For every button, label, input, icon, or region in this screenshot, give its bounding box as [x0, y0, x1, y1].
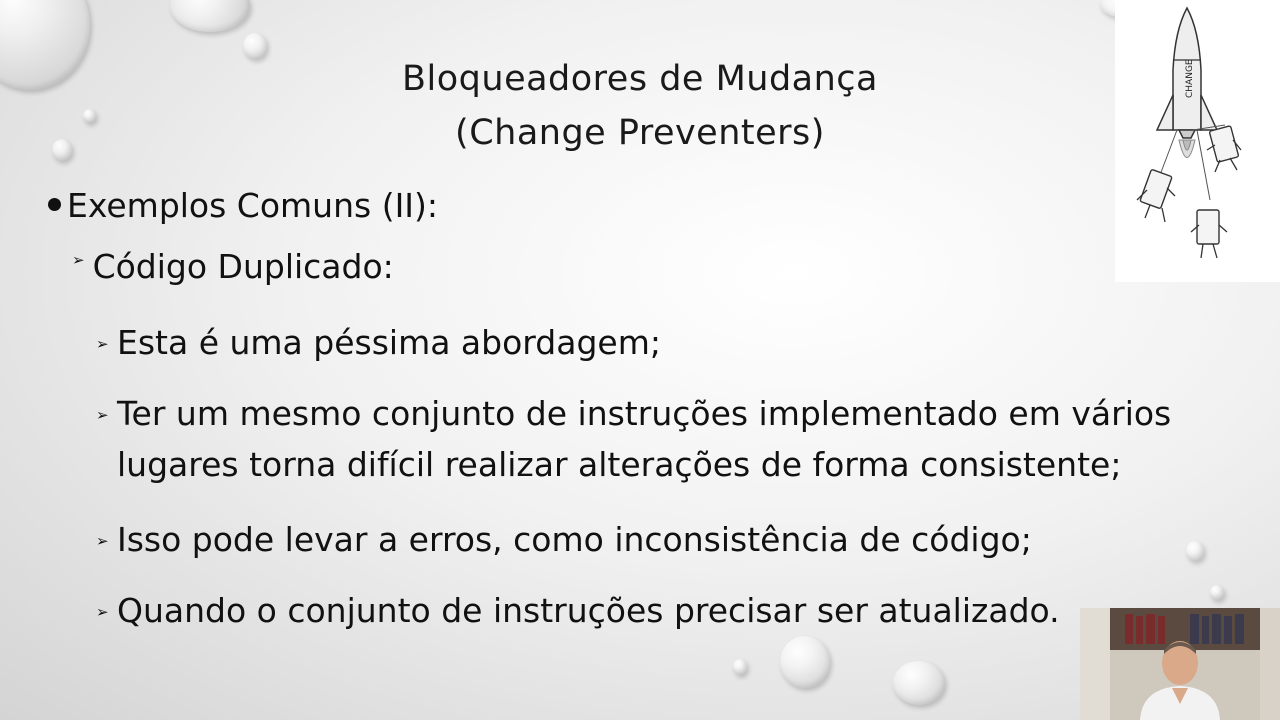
- list-item: [96, 514, 1032, 565]
- arrow-bullet-icon: ➢: [72, 251, 85, 269]
- bullet-heading: Exemplos Comuns (II):: [67, 186, 439, 225]
- list-item: [96, 585, 1060, 636]
- arrow-bullet-icon: ➢: [96, 603, 109, 621]
- slide-title: [300, 52, 980, 160]
- list-item-text: Esta é uma péssima abordagem;: [117, 323, 661, 362]
- bullet-level-2: [72, 247, 394, 286]
- title-line-1: Bloqueadores de Mudança: [402, 59, 878, 99]
- water-drop-decoration: [733, 659, 747, 675]
- water-drop-decoration: [83, 109, 96, 123]
- list-item-text: Quando o conjunto de instruções precisar ser atualizado.: [117, 591, 1060, 630]
- rocket-change-icon: [1115, 0, 1280, 282]
- water-drop-decoration: [893, 661, 945, 705]
- presenter-webcam: [1080, 608, 1280, 720]
- list-item-text: Ter um mesmo conjunto de instruções implementado em vários: [117, 394, 1172, 433]
- presenter-video-icon: [1080, 608, 1280, 720]
- arrow-bullet-icon: ➢: [96, 335, 109, 353]
- water-drop-decoration: [52, 139, 72, 161]
- rocket-change-illustration: [1115, 0, 1280, 282]
- arrow-bullet-icon: ➢: [96, 532, 109, 550]
- bullet-level-1: [48, 186, 438, 225]
- rocket-label: CHANGE: [1185, 59, 1195, 98]
- arrow-bullet-icon: ➢: [96, 406, 109, 424]
- water-drop-decoration: [170, 0, 250, 32]
- bullet-subheading: Código Duplicado:: [92, 247, 394, 286]
- water-drop-decoration: [1210, 585, 1224, 600]
- list-item-text: Isso pode levar a erros, como inconsistência de código;: [117, 520, 1032, 559]
- water-drop-decoration: [243, 33, 267, 59]
- title-line-2: (Change Preventers): [455, 113, 825, 153]
- water-drop-decoration: [780, 636, 830, 688]
- list-item-text: lugares torna difícil realizar alterações de forma consistente;: [117, 445, 1122, 484]
- water-drop-decoration: [1186, 541, 1204, 561]
- water-drop-decoration: [0, 0, 90, 90]
- bullet-dot-icon: [48, 198, 61, 211]
- list-item: [96, 388, 1171, 490]
- list-item: [96, 317, 661, 368]
